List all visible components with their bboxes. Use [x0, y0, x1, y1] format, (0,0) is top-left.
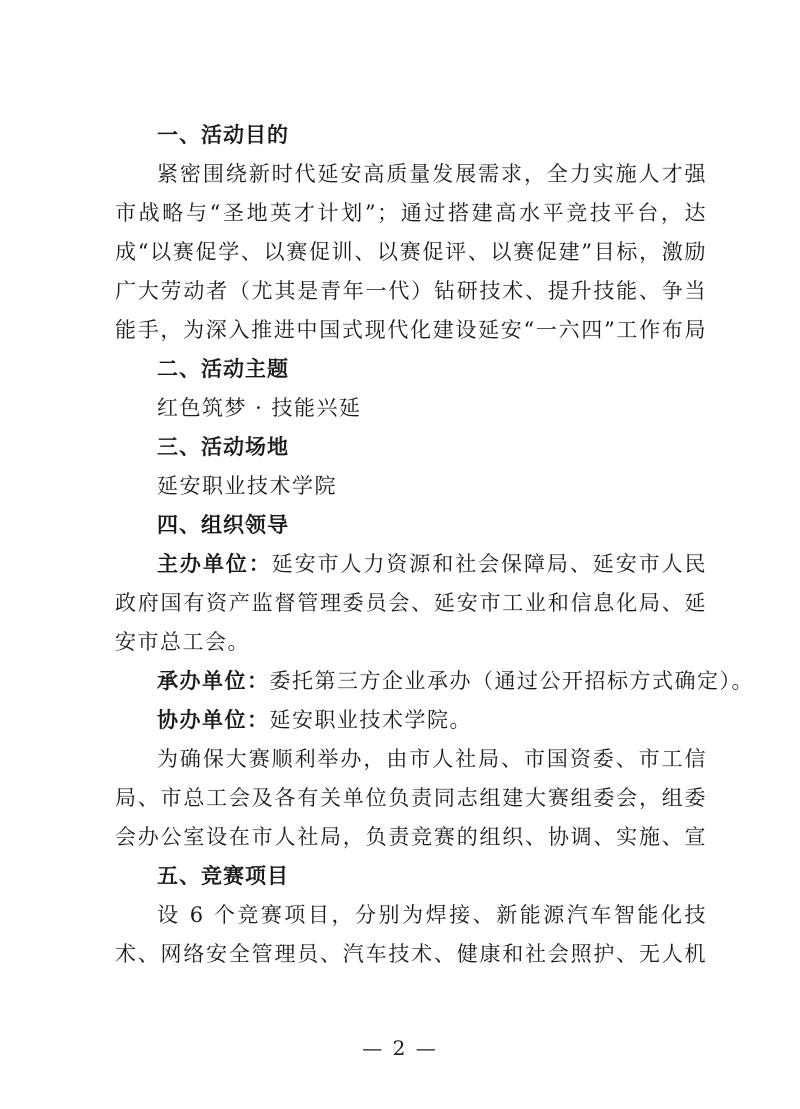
section-body-events: 设 6 个竞赛项目，分别为焊接、新能源汽车智能化技术、网络安全管理员、汽车技术、健康和社会照护、无人机 — [115, 903, 707, 966]
co-organizer-paragraph — [115, 701, 707, 740]
organizer-unit-paragraph — [115, 662, 754, 701]
section-heading-events: 五、竞赛项目 — [157, 864, 289, 888]
page-number: — 2 — — [362, 1036, 438, 1060]
committee-paragraph: 为确保大赛顺利举办，由市人社局、市国资委、市工信局、市总工会及各有关单位负责同志组建大赛组委会，组委会办公室设在市人社局，负责竞赛的组织、协调、实施、宣 — [115, 747, 707, 849]
section-heading-organization: 四、组织领导 — [157, 513, 289, 537]
co-organizer-text: 延安职业技术学院。 — [269, 708, 472, 732]
organizer-unit-label: 承办单位： — [157, 669, 270, 693]
co-organizer-label: 协办单位： — [157, 708, 270, 732]
section-body-theme: 红色筑梦 · 技能兴延 — [157, 396, 362, 420]
section-heading-venue: 三、活动场地 — [157, 435, 289, 459]
section-heading-purpose: 一、活动目的 — [157, 123, 289, 147]
host-units-paragraph — [115, 545, 707, 662]
organizer-unit-text: 委托第三方企业承办（通过公开招标方式确定）。 — [269, 669, 754, 693]
section-heading-theme: 二、活动主题 — [157, 357, 289, 381]
section-body-purpose: 紧密围绕新时代延安高质量发展需求，全力实施人才强市战略与“圣地英才计划”；通过搭建高水平竞技平台，达成“以赛促学、以赛促训、以赛促评、以赛促建”目标，激励广大劳动者（尤其是青年一代）钻研技术、提升技能、争当能手，为深入推进中国式现代化建设延安“一六四”工作布局 — [115, 162, 707, 342]
document-body — [115, 116, 754, 974]
section-body-venue: 延安职业技术学院 — [157, 474, 337, 498]
host-units-text: 延安市人力资源和社会保障局、延安市人民政府国有资产监督管理委员会、延安市工业和信息化局、延安市总工会。 — [115, 552, 707, 654]
host-units-label: 主办单位： — [157, 552, 272, 576]
